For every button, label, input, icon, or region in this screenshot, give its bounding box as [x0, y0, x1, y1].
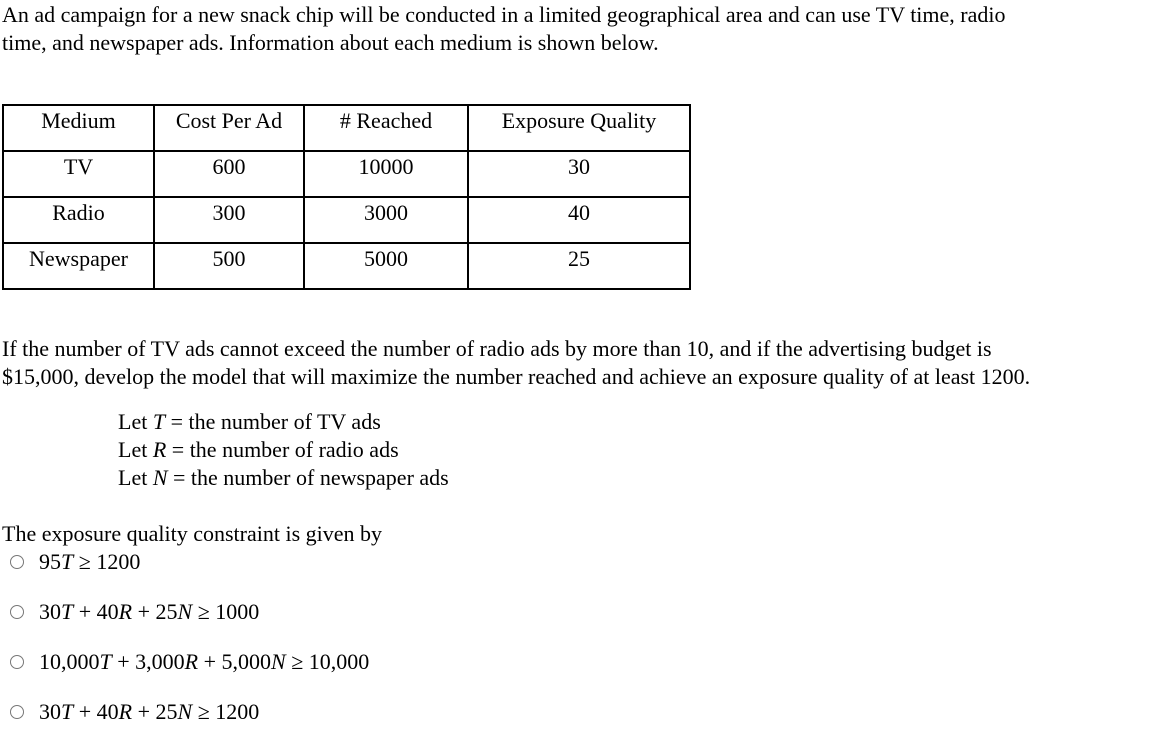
cell-medium: Radio — [3, 197, 154, 243]
question-paragraph — [2, 335, 1030, 391]
table-row — [3, 151, 690, 197]
header-reached: # Reached — [304, 105, 468, 151]
cell-reached: 3000 — [304, 197, 468, 243]
cell-cost: 500 — [154, 243, 304, 289]
radio-button[interactable] — [10, 555, 24, 569]
cell-cost: 300 — [154, 197, 304, 243]
intro-line-1: An ad campaign for a new snack chip will be conducted in a limited geographical area and can use TV time, radio — [2, 2, 1006, 27]
question-line-1: If the number of TV ads cannot exceed the number of radio ads by more than 10, and if the advertising budget is — [2, 336, 992, 361]
table-header-row — [3, 105, 690, 151]
radio-button[interactable] — [10, 655, 24, 669]
intro-line-2: time, and newspaper ads. Information about each medium is shown below. — [2, 30, 659, 55]
radio-button[interactable] — [10, 605, 24, 619]
cell-reached: 10000 — [304, 151, 468, 197]
option-label[interactable]: 10,000T + 3,000R + 5,000N ≥ 10,000 — [39, 649, 370, 674]
question-prompt: The exposure quality constraint is given by — [2, 521, 383, 546]
header-medium: Medium — [3, 105, 154, 151]
media-table — [2, 104, 691, 290]
radio-button[interactable] — [10, 705, 24, 719]
question-line-2: $15,000, develop the model that will maximize the number reached and achieve an exposure quality of at least 1200. — [2, 364, 1031, 389]
header-cost-per-ad: Cost Per Ad — [154, 105, 304, 151]
definition-newspaper: Let N = the number of newspaper ads — [118, 465, 449, 490]
variable-definitions — [118, 408, 449, 492]
answer-option-1[interactable] — [10, 548, 140, 576]
option-label[interactable]: 95T ≥ 1200 — [39, 549, 141, 574]
definition-tv: Let T = the number of TV ads — [118, 409, 381, 434]
answer-option-2[interactable] — [10, 598, 259, 626]
intro-paragraph — [2, 1, 1006, 57]
answer-option-3[interactable] — [10, 648, 369, 676]
definition-radio: Let R = the number of radio ads — [118, 437, 399, 462]
option-label[interactable]: 30T + 40R + 25N ≥ 1000 — [39, 599, 260, 624]
header-exposure-quality: Exposure Quality — [468, 105, 690, 151]
cell-cost: 600 — [154, 151, 304, 197]
cell-medium: Newspaper — [3, 243, 154, 289]
cell-exposure: 30 — [468, 151, 690, 197]
cell-reached: 5000 — [304, 243, 468, 289]
cell-exposure: 25 — [468, 243, 690, 289]
cell-medium: TV — [3, 151, 154, 197]
cell-exposure: 40 — [468, 197, 690, 243]
table-row — [3, 243, 690, 289]
answer-option-4[interactable] — [10, 698, 259, 726]
option-label[interactable]: 30T + 40R + 25N ≥ 1200 — [39, 699, 260, 724]
table-row — [3, 197, 690, 243]
